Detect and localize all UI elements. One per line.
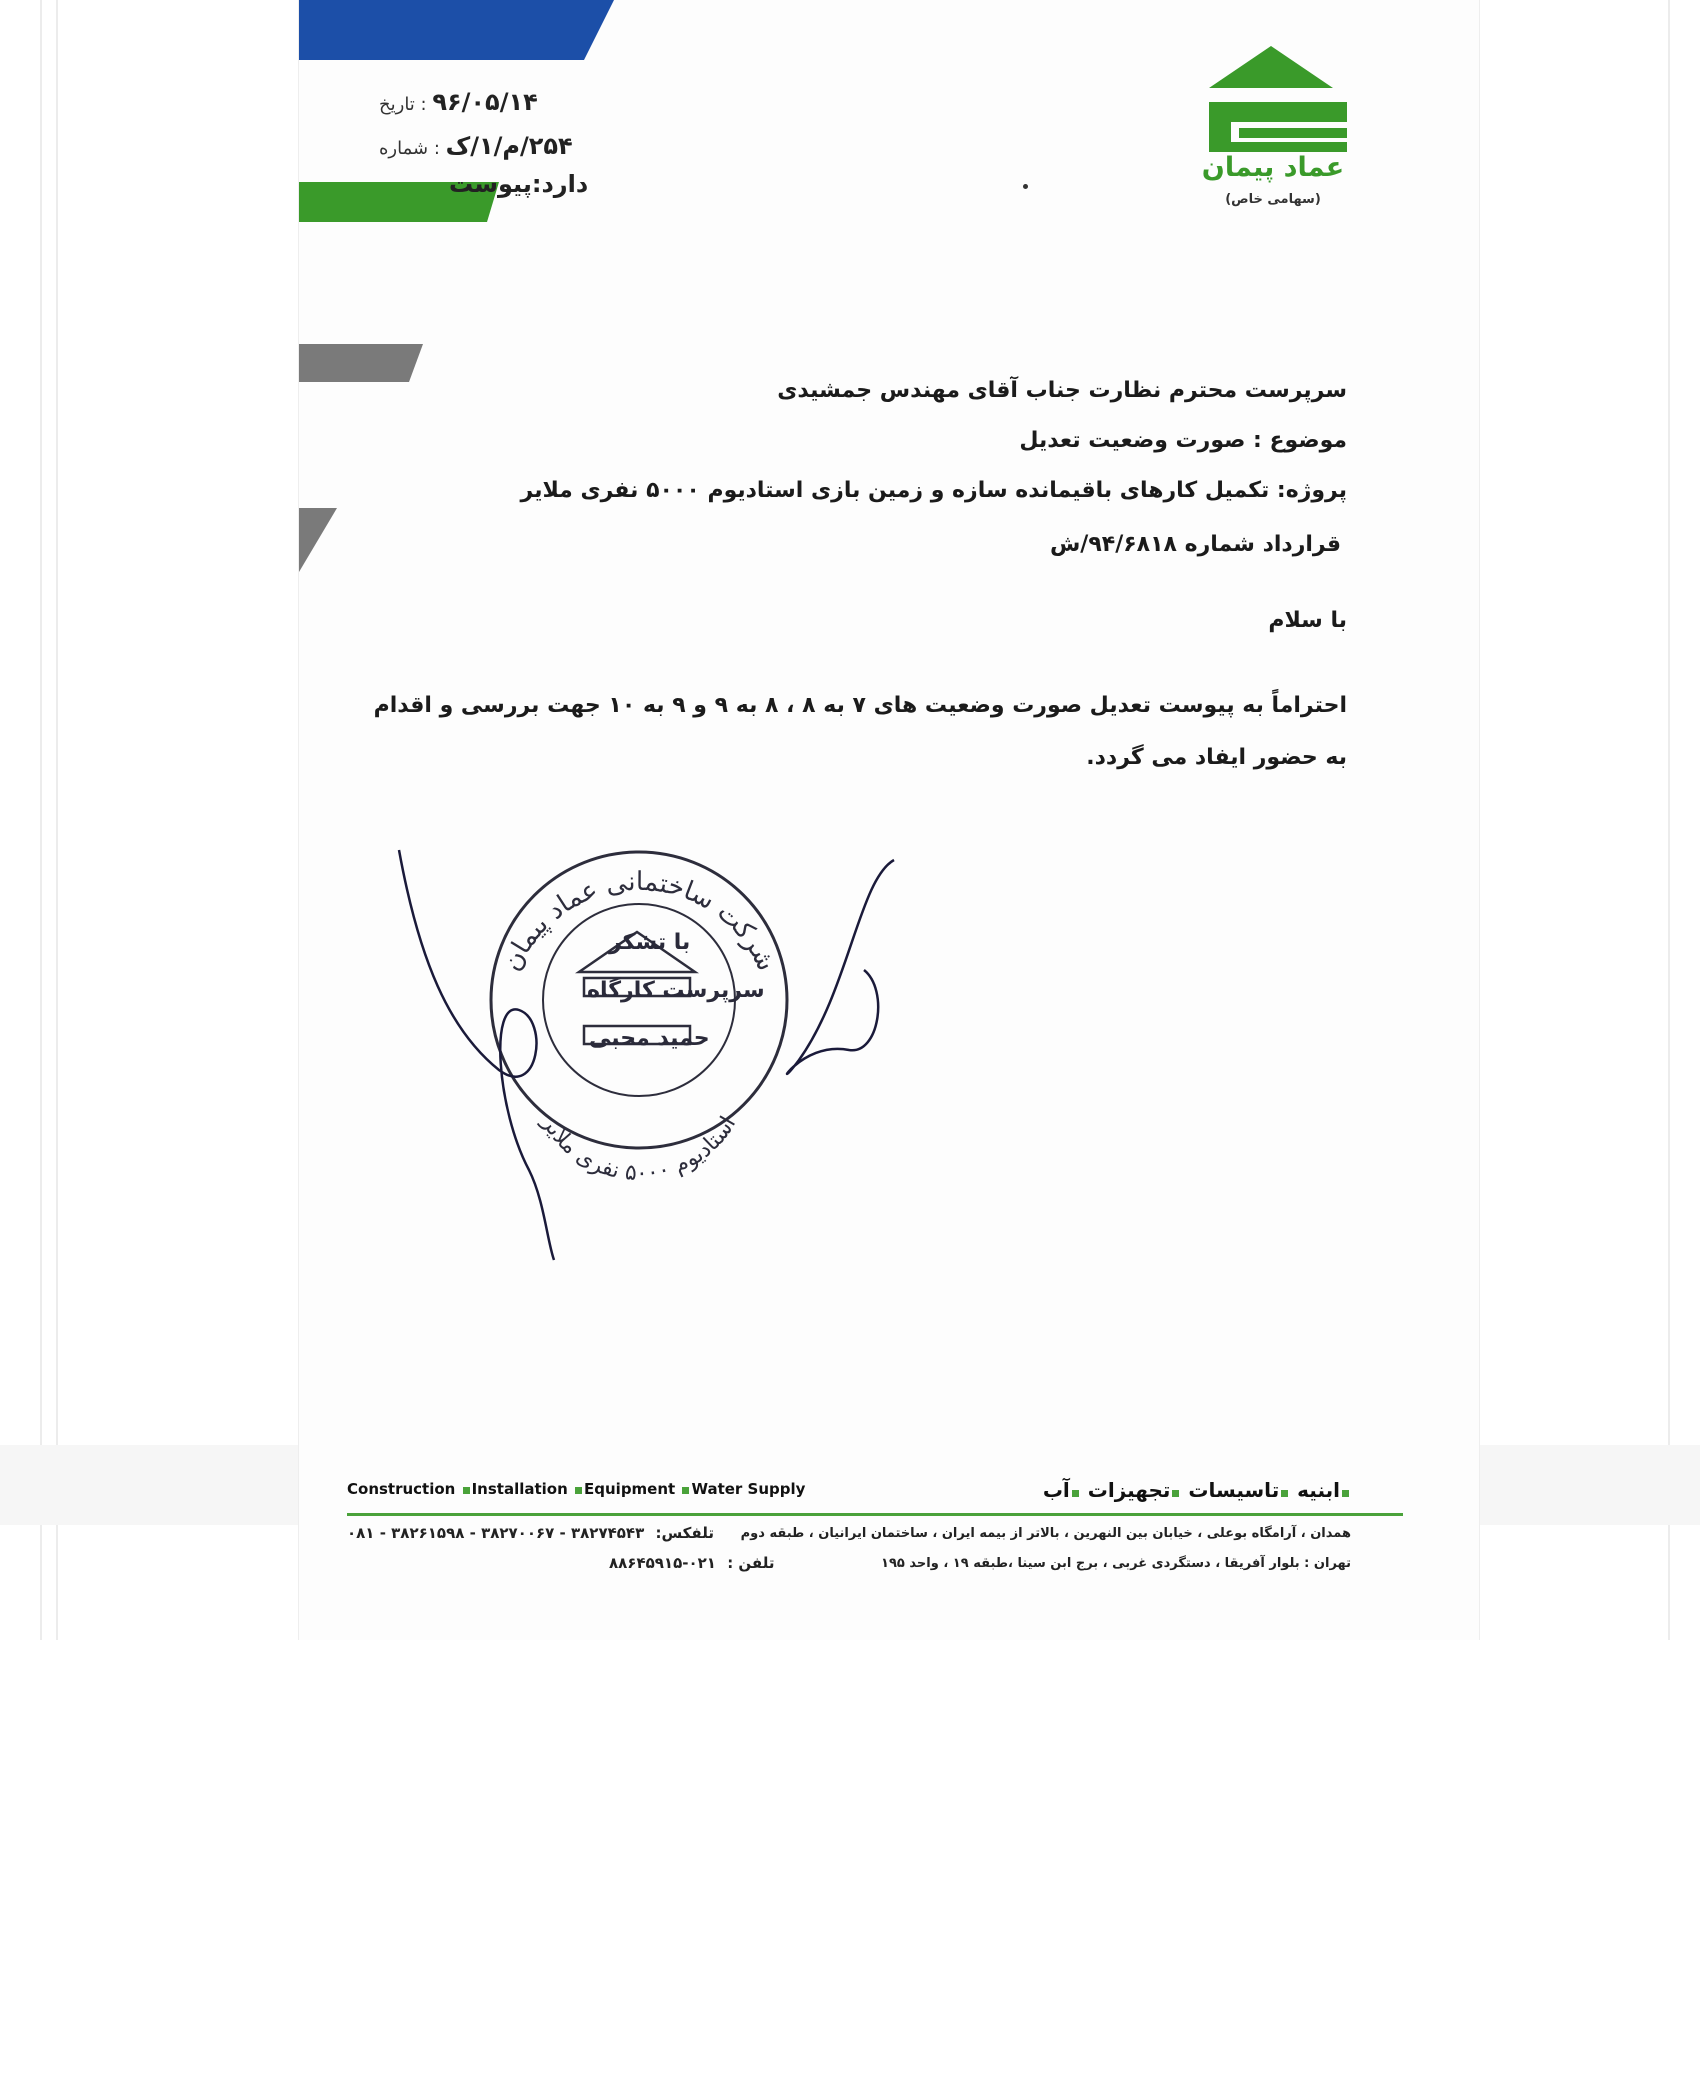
date-label: : تاریخ xyxy=(379,94,427,115)
telfax-value: ۳۸۲۷۴۵۴۳ - ۳۸۲۷۰۰۶۷ - ۳۸۲۶۱۵۹۸ - ۰۸۱ xyxy=(347,1524,645,1542)
phone-label: تلفن : xyxy=(727,1554,775,1572)
footer-divider xyxy=(347,1513,1403,1516)
telfax-label: تلفکس: xyxy=(655,1524,714,1542)
date-line xyxy=(379,88,538,116)
footer-cat-fa-3: تجهیزات xyxy=(1087,1478,1171,1502)
bullet-icon xyxy=(575,1487,582,1494)
number-value: ۲۵۴/م/۱/ک xyxy=(445,132,573,160)
scan-margin-line-left-2 xyxy=(56,0,58,1640)
attachment-label: دارد: xyxy=(531,170,589,198)
attachment-line xyxy=(449,170,588,198)
footer-cat-fa-1: ابنیه xyxy=(1297,1478,1340,1502)
logo-roof xyxy=(1209,46,1333,88)
stamp-text-top xyxy=(497,867,781,976)
logo-name: عماد پیمان xyxy=(1201,152,1345,183)
address-hamedan: همدان ، آرامگاه بوعلی ، خیابان بین النهرین ، بالاتر از بیمه ایران ، ساختمان ایرانیان ، طبقه دوم xyxy=(740,1526,1351,1541)
footer-cat-en-4: Water Supply xyxy=(691,1480,806,1498)
company-stamp xyxy=(379,840,939,1280)
number-line xyxy=(379,132,573,160)
telfax-line xyxy=(347,1524,714,1542)
attachment-value: پیوست xyxy=(449,170,532,198)
logo-subtitle: (سهامی خاص) xyxy=(1225,192,1321,207)
date-value: ۹۶/۰۵/۱۴ xyxy=(432,88,538,116)
number-label: : شماره xyxy=(379,138,440,159)
company-logo xyxy=(1199,42,1359,154)
gray-stripe-upper xyxy=(299,344,423,382)
subject-line: موضوع : صورت وضعیت تعدیل xyxy=(1019,428,1347,453)
signer-name: حمید محبی xyxy=(589,1026,710,1051)
bullet-icon xyxy=(463,1487,470,1494)
project-line: پروژه: تکمیل کارهای باقیمانده سازه و زمین بازی استادیوم ۵۰۰۰ نفری ملایر xyxy=(520,478,1347,503)
logo-bar-mid xyxy=(1239,128,1347,138)
address-tehran: تهران : بلوار آفریقا ، دستگردی غربی ، برج ابن سینا ،طبقه ۱۹ ، واحد ۱۹۵ xyxy=(881,1556,1351,1571)
signature-block xyxy=(379,840,939,1280)
footer-cat-en-2: Installation xyxy=(471,1480,568,1498)
bullet-icon xyxy=(1342,1490,1349,1497)
blue-stripe xyxy=(299,0,614,60)
bullet-icon xyxy=(1172,1490,1179,1497)
signature-scribble xyxy=(399,850,894,1260)
closing-text: با تشکر xyxy=(609,930,691,955)
bullet-icon xyxy=(1072,1490,1079,1497)
contract-line: قرارداد شماره ۹۴/۶۸۱۸/ش xyxy=(1049,532,1341,557)
phone-line xyxy=(609,1554,774,1572)
speck xyxy=(1023,184,1028,189)
letter-body-paragraph: احتراماً به پیوست تعدیل صورت وضعیت های ۷ به ۸ ، ۸ به ۹ و ۹ به ۱۰ جهت بررسی و اقدام به حضور ایفاد می گردد. xyxy=(373,693,1347,770)
footer-cat-fa-2: تاسیسات xyxy=(1188,1478,1280,1502)
greeting-line: با سلام xyxy=(1268,608,1347,633)
signer-title: سرپرست کارگاه xyxy=(587,978,765,1003)
scan-margin-line-left xyxy=(40,0,42,1640)
stamp-text-bottom-path: استادیوم ۵۰۰۰ نفری ملایر xyxy=(536,1112,742,1187)
letter-page xyxy=(298,0,1480,1640)
stamp-text-top-path: شرکت ساختمانی عماد پیمان xyxy=(496,866,782,976)
footer-categories-fa xyxy=(1043,1478,1351,1502)
scan-margin-line-right xyxy=(1668,0,1670,1640)
footer-cat-en-3: Equipment xyxy=(584,1480,676,1498)
phone-value: ۰۲۱-۸۸۶۴۵۹۱۵ xyxy=(609,1554,716,1572)
bullet-icon xyxy=(682,1487,689,1494)
footer-cat-fa-4: آب xyxy=(1042,1478,1070,1502)
gray-stripe-lower xyxy=(299,508,337,572)
logo-bar-bottom xyxy=(1209,142,1347,152)
footer-cat-en-1: Construction xyxy=(347,1480,456,1498)
footer-categories-en xyxy=(347,1480,805,1498)
recipient-line: سرپرست محترم نظارت جناب آقای مهندس جمشیدی xyxy=(777,378,1347,403)
bullet-icon xyxy=(1281,1490,1288,1497)
